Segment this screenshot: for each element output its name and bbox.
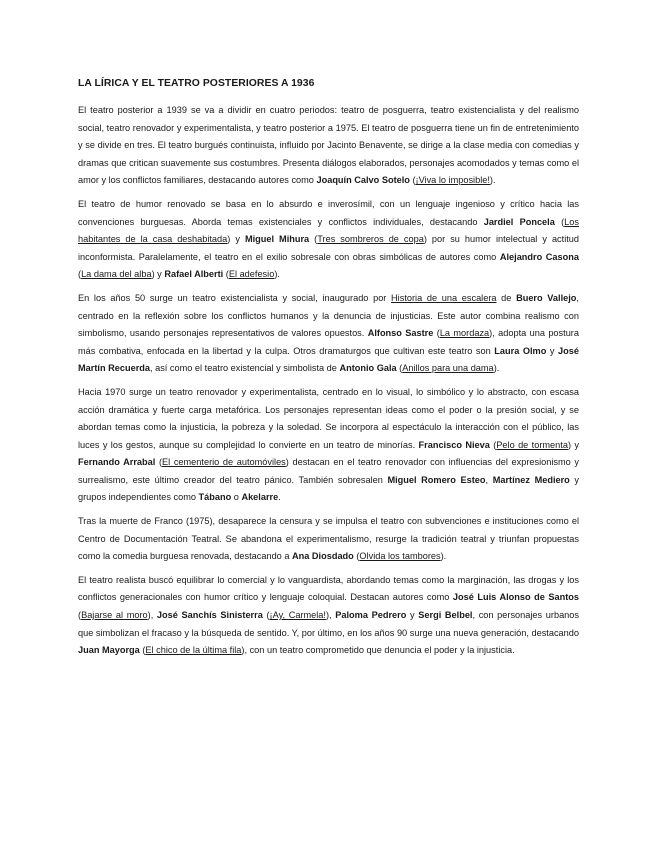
work-title: Pelo de tormenta xyxy=(496,439,568,450)
author-name: José Luis Alonso de Santos xyxy=(452,592,579,603)
paragraph-4: Hacia 1970 surge un teatro renovador y experimentalista, centrado en lo visual, lo simbólico y lo abstracto, con escasa acción dramática y fuerte carga metafórica. Los personajes representan ideas como el poder o la presión social, y se abordan temas como la injusticia, la pobreza y la soledad. Se incorpora al espectáculo la interacción con el público, las luces y los gestos, aunque su complejidad lo convierte en un teatro de minorías. Francisco Nieva (Pelo de tormenta) y Fernando Arrabal (El cementerio de automóviles) destacan en el teatro renovador con influencias del expresionismo y surrealismo, este último creador del teatro pánico. También sobresalen Miguel Romero Esteo, Martínez Mediero y grupos independientes como Tábano o Akelarre. xyxy=(78,386,580,503)
work-title: ¡Ay, Carmela! xyxy=(269,610,326,621)
text-run: El teatro posterior a 1939 se va a dividir en cuatro periodos: teatro de posguerra, teatro existencialista y del realismo social, teatro renovador y experimentalista, y teatro posterior a 1975. El teatro de posguerra tiene un fin de entretenimiento y se divide en tres. El teatro burgués continuista, influido por Jacinto Benavente, se dirige a la clase media con comedias y dramas que critican suavemente sus costumbres. Presenta diálogos elaborados, personajes acomodados y temas como el amor y los conflictos familiares, destacando autores como xyxy=(78,105,579,186)
work-title: La mordaza xyxy=(439,328,490,339)
text-run: por su humor intelectual y actitud inconformista. Paralelamente, el teatro en el exilio sobresale con obras simbólicas de autores como xyxy=(78,234,580,262)
paragraph-1: El teatro posterior a 1939 se va a dividir en cuatro periodos: teatro de posguerra, teatro existencialista y del realismo social, teatro renovador y experimentalista, y teatro posterior a 1975. El teatro de posguerra tiene un fin de entretenimiento y se divide en tres. El teatro burgués continuista, influido por Jacinto Benavente, se dirige a la clase media con comedias y dramas que critican suavemente sus costumbres. Presenta diálogos elaborados, personajes acomodados y temas como el amor y los conflictos familiares, destacando autores como Joaquín Calvo Sotelo (¡Viva lo imposible!). xyxy=(78,105,579,186)
author-name: Miguel Mihura xyxy=(244,234,310,245)
group-name: Akelarre xyxy=(241,492,279,503)
text-run: Hacia 1970 surge un teatro renovador y experimentalista, centrado en lo visual, lo simbólico y lo abstracto, con escasa acción dramática y fuerte carga metafórica. Los personajes representan ideas como el poder o la presión social, y se abordan temas como la injusticia, la pobreza y la soledad. Se incorpora al espectáculo la interacción con el público, las luces y los gestos, aunque su complejidad lo convierte en un teatro de minorías. xyxy=(78,386,579,450)
text-run: , con un teatro comprometido que denuncia el poder y la injusticia. xyxy=(244,645,515,656)
work-title: Historia de una escalera xyxy=(391,292,497,303)
paragraph-6: El teatro realista buscó equilibrar lo comercial y lo vanguardista, abordando temas como la marginación, las drogas y los conflictos generacionales con humor crítico y lenguaje coloquial. Destacan autores como José Luis Alonso de Santos (Bajarse al moro), José Sanchís Sinisterra (¡Ay, Carmela!), Paloma Pedrero y Sergi Belbel, con personajes urbanos que simbolizan el fracaso y la búsqueda de sentido. Y, por último, en los años 90 surge una nueva generación, destacando Juan Mayorga (El chico de la última fila), con un teatro comprometido que denuncia el poder y la injusticia. xyxy=(78,574,579,656)
author-name: José Sanchís Sinisterra xyxy=(156,610,263,621)
work-title: El chico de la última fila xyxy=(145,645,242,656)
author-name: Miguel Romero Esteo xyxy=(387,474,486,485)
page-title: LA LÍRICA Y EL TEATRO POSTERIORES A 1936 xyxy=(78,78,315,89)
author-name: Rafael Alberti xyxy=(164,269,224,280)
author-name: José Martín Recuerda xyxy=(78,345,579,374)
text-run: , con personajes urbanos que simbolizan el fracaso y la búsqueda de sentido. Y, por último, en los años 90 surge una nueva generación, destacando xyxy=(78,610,579,638)
text-run: El teatro de humor renovado se basa en lo absurdo e inverosímil, con un lenguaje ingenioso y crítico hacia las convenciones burguesas. Aborda temas existenciales y conflictos individuales, destacando xyxy=(78,198,579,227)
work-title: ¡Viva lo imposible! xyxy=(415,175,490,186)
paragraph-5: Tras la muerte de Franco (1975), desaparece la censura y se impulsa el teatro con subvenciones e instituciones como el Centro de Documentación Teatral. Se abandona el experimentalismo, resurge la tradición teatral y triunfan propuestas como la comedia burguesa renovada, destacando a Ana Diosdado (Olvida los tambores). xyxy=(78,516,579,562)
work-title: El adefesio xyxy=(228,269,275,280)
author-name: Jardiel Poncela xyxy=(483,216,555,227)
author-name: Antonio Gala xyxy=(339,363,397,374)
author-name: Francisco Nieva xyxy=(418,439,490,450)
work-title: Anillos para una dama xyxy=(402,363,494,374)
text-run: y grupos independientes como xyxy=(78,474,580,503)
text-run: Tras la muerte de Franco (1975), desaparece la censura y se impulsa el teatro con subvenciones e instituciones como el Centro de Documentación Teatral. Se abandona el experimentalismo, resurge la tradición teatral y triunfan propuestas como la comedia burguesa renovada, destacando a xyxy=(78,516,579,562)
author-name: Martínez Mediero xyxy=(492,474,570,485)
author-name: Joaquín Calvo Sotelo xyxy=(316,175,410,186)
author-name: Alfonso Sastre xyxy=(367,328,434,339)
paragraph-2: El teatro de humor renovado se basa en lo absurdo e inverosímil, con un lenguaje ingenioso y crítico hacia las convenciones burguesas. Aborda temas existenciales y conflictos individuales, destacando Jardiel Poncela (Los habitantes de la casa deshabitada) y Miguel Mihura (Tres sombreros de copa) por su humor intelectual y actitud inconformista. Paralelamente, el teatro en el exilio sobresale con obras simbólicas de autores como Alejandro Casona (La dama del alba) y Rafael Alberti (El adefesio). xyxy=(78,198,580,280)
author-name: Sergi Belbel xyxy=(418,610,473,621)
author-name: Buero Vallejo xyxy=(516,292,577,303)
text-run: destacan en el teatro renovador con influencias del expresionismo y surrealismo, este último creador del teatro pánico. También sobresalen xyxy=(78,457,579,485)
work-title: El cementerio de automóviles xyxy=(162,457,286,468)
author-name: Fernando Arrabal xyxy=(78,457,156,468)
work-title: Los habitantes de la casa deshabitada xyxy=(78,216,579,245)
text-run: , así como el teatro existencial y simbolista de xyxy=(150,363,340,374)
author-name: Ana Diosdado xyxy=(292,551,354,562)
author-name: Alejandro Casona xyxy=(499,251,579,262)
work-title: La dama del alba xyxy=(81,269,152,280)
author-name: Juan Mayorga xyxy=(78,645,140,656)
author-name: Paloma Pedrero xyxy=(335,610,407,621)
group-name: Tábano xyxy=(198,492,232,503)
text-run: , adopta una postura más combativa, enfocada en la libertad y la culpa. Otros dramaturgos que cultivan este teatro son xyxy=(78,328,579,356)
text-run: , centrado en la reflexión sobre los conflictos humanos y la denuncia de injusticias. Este autor combina realismo con simbolismo, usando personajes representativos de valores opuestos. xyxy=(78,292,579,339)
work-title: Olvida los tambores xyxy=(359,551,441,562)
author-name: Laura Olmo xyxy=(494,345,547,356)
work-title: Bajarse al moro xyxy=(81,610,148,621)
text-run: El teatro realista buscó equilibrar lo comercial y lo vanguardista, abordando temas como la marginación, las drogas y los conflictos generacionales con humor crítico y lenguaje coloquial. Destacan autores como xyxy=(78,574,579,603)
paragraph-3: En los años 50 surge un teatro existencialista y social, inaugurado por Historia de una escalera de Buero Vallejo, centrado en la reflexión sobre los conflictos humanos y la denuncia de injusticias. Este autor combina realismo con simbolismo, usando personajes representativos de valores opuestos. Alfonso Sastre (La mordaza), adopta una postura más combativa, enfocada en la libertad y la culpa. Otros dramaturgos que cultivan este teatro son Laura Olmo y José Martín Recuerda, así como el teatro existencial y simbolista de Antonio Gala (Anillos para una dama). xyxy=(78,292,579,374)
work-title: Tres sombreros de copa xyxy=(317,234,424,245)
text-run: En los años 50 surge un teatro existencialista y social, inaugurado por xyxy=(78,292,392,303)
